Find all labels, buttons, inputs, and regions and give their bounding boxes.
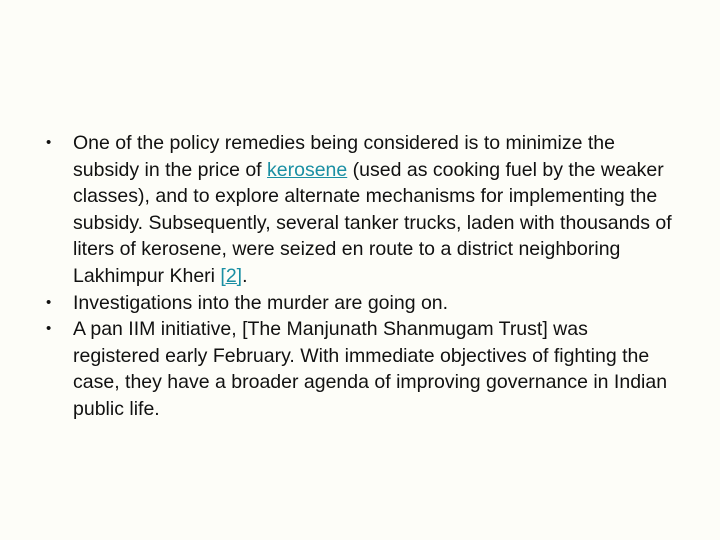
bullet-icon: • (46, 134, 52, 151)
slide-body (46, 130, 674, 423)
bullet-icon: • (46, 293, 52, 311)
bullet-list (46, 130, 674, 423)
bullet-text-segment: (used as cooking fuel by the weaker classes), and to explore alternate mechanisms for implementing the subsidy. Subsequently, several tanker trucks, laden with thousands of liters of kerosene, were seized en route to a district neighboring Lakhimpur Kheri (73, 158, 672, 287)
kerosene-link[interactable]: kerosene (267, 158, 348, 181)
bullet-text-segment: One of the policy remedies being considered is to minimize the subsidy in the price of (73, 132, 615, 181)
bullet-item (46, 316, 674, 422)
reference-2-link[interactable]: [2] (220, 264, 243, 287)
bullet-item (46, 290, 674, 317)
bullet-item (46, 130, 674, 290)
bullet-text-segment: . (242, 264, 248, 287)
bullet-icon: • (46, 320, 52, 338)
bullet-text-segment: A pan IIM initiative, [The Manjunath Shanmugam Trust] was registered early February. With immediate objectives of fighting the case, they have a broader agenda of improving governance in Indian public life. (73, 318, 668, 420)
bullet-text-segment: Investigations into the murder are going on. (73, 291, 449, 314)
